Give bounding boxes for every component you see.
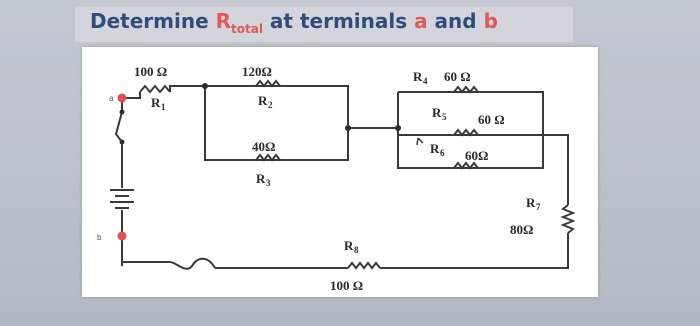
r5-sub: 5 bbox=[442, 112, 447, 122]
r8-value: 100 Ω bbox=[330, 278, 364, 293]
terminal-b-dot bbox=[118, 232, 127, 241]
r5-value: 60 Ω bbox=[478, 112, 505, 127]
r7-letter: R bbox=[526, 195, 536, 210]
r4-value: 60 Ω bbox=[444, 69, 471, 84]
title-r-symbol: R bbox=[215, 9, 232, 33]
r1-letter: R bbox=[151, 95, 161, 110]
title-terminal-b: b bbox=[483, 9, 498, 33]
arrow-marker bbox=[417, 138, 423, 145]
r1-value: 100 Ω bbox=[134, 64, 168, 79]
r3-sub: 3 bbox=[266, 178, 271, 188]
resistor-r7-zigzag bbox=[563, 205, 573, 233]
resistor-r1-zigzag bbox=[140, 86, 170, 92]
junction-dot bbox=[202, 83, 208, 89]
r6-letter: R bbox=[430, 141, 440, 156]
title-prefix: Determine bbox=[90, 9, 216, 33]
wire-top-r1-right bbox=[170, 86, 205, 92]
junction-dot bbox=[345, 125, 351, 131]
junction-dot bbox=[395, 125, 401, 131]
r7-value: 80Ω bbox=[510, 222, 534, 237]
title-r-subscript: total bbox=[231, 22, 263, 36]
wire-right-lower bbox=[380, 233, 568, 268]
switch-contact-dot bbox=[120, 140, 125, 145]
terminal-b-label: b bbox=[97, 233, 102, 242]
r2-letter: R bbox=[258, 93, 268, 108]
title-middle: at terminals bbox=[262, 9, 415, 33]
switch-blade bbox=[116, 112, 122, 142]
r4-sub: 4 bbox=[423, 76, 428, 86]
parallel-box-1 bbox=[205, 86, 348, 160]
resistor-r8-zigzag bbox=[348, 263, 380, 268]
r1-sub: 1 bbox=[161, 102, 166, 112]
r7-sub: 7 bbox=[536, 202, 541, 212]
title-and: and bbox=[427, 9, 484, 33]
r2-sub: 2 bbox=[268, 100, 273, 110]
r3-letter: R bbox=[256, 171, 266, 186]
terminal-a-label: a bbox=[109, 94, 114, 103]
title-terminal-a: a bbox=[414, 9, 428, 33]
r3-value: 40Ω bbox=[252, 139, 276, 154]
wire-bottom-bend bbox=[122, 259, 215, 269]
r8-sub: 8 bbox=[354, 245, 359, 255]
r5-letter: R bbox=[432, 105, 442, 120]
r6-value: 60Ω bbox=[465, 148, 489, 163]
r2-value: 120Ω bbox=[242, 64, 272, 79]
r8-letter: R bbox=[344, 238, 354, 253]
switch-pivot-dot bbox=[120, 110, 125, 115]
r4-letter: R bbox=[413, 69, 423, 84]
wire-right-upper bbox=[543, 135, 568, 205]
r6-sub: 6 bbox=[440, 148, 445, 158]
terminal-a-dot bbox=[118, 94, 127, 103]
